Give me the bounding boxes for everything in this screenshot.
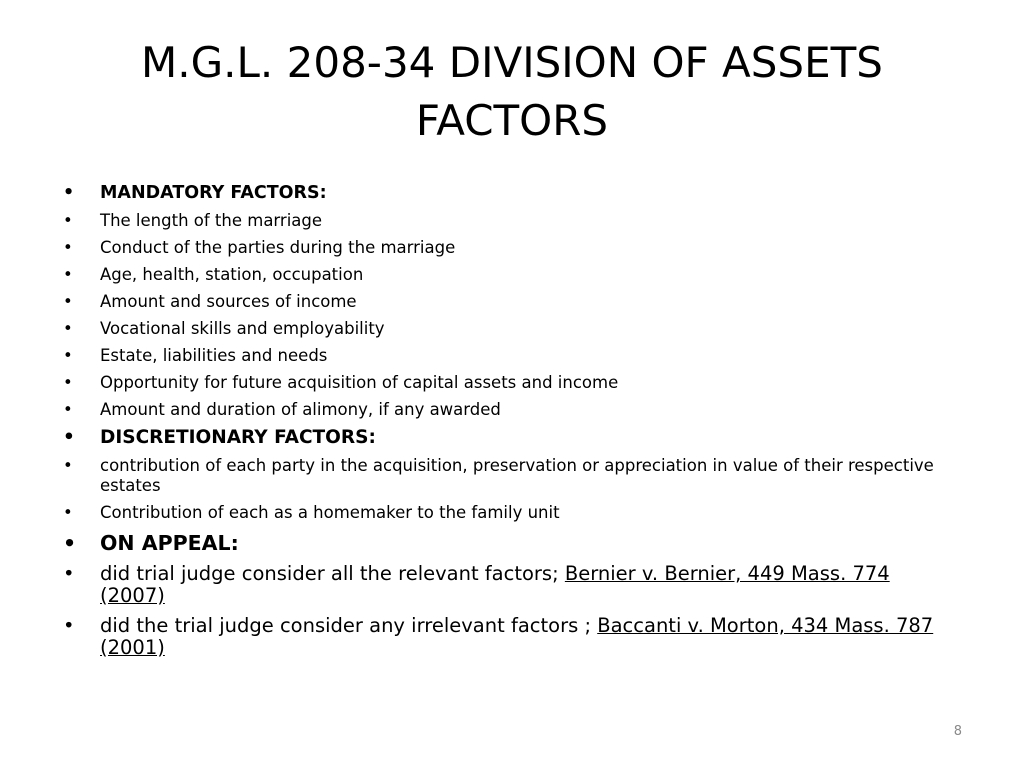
bullet-icon: • <box>63 183 75 203</box>
slide-title <box>60 34 964 150</box>
list-item-text: Vocational skills and employability <box>100 319 385 338</box>
appeal-heading-text: ON APPEAL: <box>100 531 239 555</box>
list-item-text: Conduct of the parties during the marriage <box>100 238 456 257</box>
bullet-icon: • <box>63 531 77 555</box>
list-item-text: Age, health, station, occupation <box>100 265 364 284</box>
discretionary-heading-text: DISCRETIONARY FACTORS: <box>100 427 376 448</box>
bullet-icon: • <box>63 319 73 338</box>
list-item <box>60 400 950 420</box>
list-item-text: Estate, liabilities and needs <box>100 346 328 365</box>
list-item <box>60 292 950 312</box>
list-item <box>60 319 950 339</box>
bullet-icon: • <box>63 562 75 585</box>
page-number: 8 <box>953 724 962 739</box>
list-item <box>60 373 950 393</box>
bullet-icon: • <box>63 346 73 365</box>
list-item <box>60 503 950 523</box>
list-item-text: contribution of each party in the acquisition, preservation or appreciation in value of their respective estates <box>100 456 934 495</box>
list-item-text: Contribution of each as a homemaker to the family unit <box>100 503 560 522</box>
appeal-question-text: did the trial judge consider any irrelevant factors ; <box>100 614 598 637</box>
list-item <box>60 346 950 366</box>
bullet-icon: • <box>63 373 73 392</box>
bullet-icon: • <box>63 238 73 257</box>
mandatory-heading <box>60 182 950 204</box>
list-item-text: Amount and duration of alimony, if any awarded <box>100 400 501 419</box>
case-citation: Bernier v. Bernier, 449 Mass. 774 (2007) <box>100 562 890 607</box>
slide-title-line-1: M.G.L. 208-34 DIVISION OF ASSETS <box>141 38 883 87</box>
bullet-icon: • <box>63 211 73 230</box>
bullet-icon: • <box>63 400 73 419</box>
list-item <box>60 238 950 258</box>
bullet-icon: • <box>63 456 73 475</box>
mandatory-heading-text: MANDATORY FACTORS: <box>100 183 327 203</box>
bullet-icon: • <box>63 427 75 448</box>
list-item <box>60 456 950 496</box>
bullet-icon: • <box>63 265 73 284</box>
list-item <box>60 211 950 231</box>
list-item-text: The length of the marriage <box>100 211 323 230</box>
list-item-text: Opportunity for future acquisition of capital assets and income <box>100 373 619 392</box>
bullet-icon: • <box>63 614 75 637</box>
list-item <box>60 265 950 285</box>
list-item <box>60 563 950 607</box>
discretionary-heading <box>60 427 950 449</box>
bullet-list <box>60 182 950 659</box>
list-item-text: Amount and sources of income <box>100 292 357 311</box>
bullet-icon: • <box>63 292 73 311</box>
appeal-question-text: did trial judge consider all the relevant factors; <box>100 562 565 585</box>
slide-title-line-2: FACTORS <box>415 96 609 145</box>
bullet-icon: • <box>63 503 73 522</box>
case-citation: Baccanti v. Morton, 434 Mass. 787 (2001) <box>100 614 934 659</box>
appeal-heading <box>60 531 950 555</box>
list-item <box>60 615 950 659</box>
